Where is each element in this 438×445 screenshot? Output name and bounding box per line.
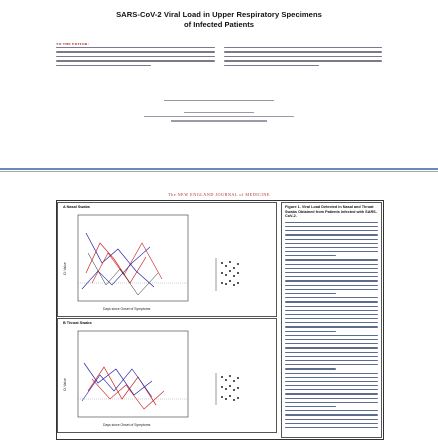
letter-salutation: TO THE EDITOR: bbox=[56, 42, 90, 46]
text-line bbox=[224, 65, 319, 66]
caption-text-line bbox=[285, 347, 378, 348]
caption-text-line bbox=[285, 423, 378, 424]
caption-text-line bbox=[285, 335, 378, 336]
panel-a-xlabel: Days since Onset of Symptoms bbox=[103, 307, 151, 311]
article-title-continued: of Infected Patients bbox=[183, 20, 255, 29]
caption-text-line bbox=[285, 293, 336, 294]
caption-text-line bbox=[285, 385, 378, 386]
text-line bbox=[224, 51, 383, 52]
caption-text-line bbox=[285, 280, 378, 281]
caption-text-line bbox=[285, 264, 378, 265]
caption-text-line bbox=[285, 297, 378, 298]
caption-text-line bbox=[285, 285, 378, 286]
caption-text-line bbox=[285, 331, 336, 332]
panel-b-label: B Throat Swabs bbox=[63, 321, 92, 325]
caption-text-line bbox=[285, 343, 378, 344]
panel-a-ylabel: Ct Value bbox=[63, 262, 67, 275]
panel-b-plot bbox=[72, 329, 272, 421]
panel-throat-swabs bbox=[57, 318, 277, 433]
caption-text-line bbox=[285, 326, 378, 327]
caption-text-line bbox=[285, 276, 378, 277]
panel-b-xlabel: Days since Onset of Symptoms bbox=[103, 423, 151, 427]
figure-caption-title: Figure 1. Viral Load Detected in Nasal and Throat Swabs Obtained from Patients Infected with SARS-CoV-2. bbox=[285, 205, 377, 219]
caption-text-line bbox=[285, 314, 378, 315]
caption-text-line bbox=[285, 306, 378, 307]
caption-text-line bbox=[285, 410, 378, 411]
text-line bbox=[56, 51, 215, 52]
text-line bbox=[224, 47, 383, 48]
journal-header: The NEW ENGLAND JOURNAL of MEDICINE bbox=[168, 192, 270, 197]
caption-text-line bbox=[285, 393, 378, 394]
panel-b-ylabel: Ct Value bbox=[63, 378, 67, 391]
caption-text-line bbox=[285, 255, 336, 256]
text-line bbox=[224, 60, 383, 61]
caption-text-line bbox=[285, 406, 336, 407]
caption-text-line bbox=[285, 398, 378, 399]
panel-a-plot bbox=[72, 213, 272, 305]
caption-text-line bbox=[285, 247, 378, 248]
article-meta-citation bbox=[0, 112, 438, 125]
caption-text-line bbox=[285, 322, 378, 323]
caption-text-line bbox=[285, 419, 378, 420]
caption-text-line bbox=[285, 318, 378, 319]
caption-text-line bbox=[285, 373, 378, 374]
caption-text-line bbox=[285, 272, 378, 273]
caption-text-line bbox=[285, 259, 378, 260]
caption-text-line bbox=[285, 230, 378, 231]
letter-column-right bbox=[224, 42, 383, 69]
caption-text-line bbox=[285, 268, 378, 269]
text-line bbox=[56, 65, 151, 66]
caption-text-line bbox=[285, 289, 378, 290]
panel-nasal-swabs bbox=[57, 202, 277, 317]
text-line bbox=[56, 47, 215, 48]
caption-text-line bbox=[285, 339, 378, 340]
caption-text-lines bbox=[285, 222, 378, 428]
caption-text-line bbox=[285, 389, 378, 390]
article-title-block bbox=[0, 10, 438, 29]
panel-a-label: A Nasal Swabs bbox=[63, 205, 90, 209]
section-rule bbox=[0, 168, 438, 170]
text-line bbox=[224, 56, 383, 57]
letter-body bbox=[56, 42, 382, 69]
caption-text-line bbox=[285, 360, 378, 361]
caption-text-line bbox=[285, 364, 378, 365]
caption-text-line bbox=[285, 251, 378, 252]
caption-text-line bbox=[285, 402, 378, 403]
letter-column-left bbox=[56, 42, 215, 69]
text-line bbox=[56, 56, 215, 57]
caption-text-line bbox=[285, 222, 378, 223]
article-meta-dates bbox=[0, 100, 438, 105]
caption-text-line bbox=[285, 239, 378, 240]
caption-text-line bbox=[285, 352, 378, 353]
caption-text-line bbox=[285, 381, 378, 382]
caption-text-line bbox=[285, 368, 336, 369]
caption-text-line bbox=[285, 310, 378, 311]
caption-text-line bbox=[285, 226, 378, 227]
figure-caption bbox=[281, 202, 382, 438]
caption-text-line bbox=[285, 356, 378, 357]
text-line bbox=[56, 60, 215, 61]
section-rule-thin bbox=[0, 171, 438, 172]
caption-text-line bbox=[285, 301, 378, 302]
caption-text-line bbox=[285, 377, 378, 378]
caption-text-line bbox=[285, 243, 378, 244]
caption-text-line bbox=[285, 234, 378, 235]
article-title: SARS-CoV-2 Viral Load in Upper Respiratory Specimens bbox=[116, 10, 322, 19]
caption-text-line bbox=[285, 414, 378, 415]
caption-text-line bbox=[285, 427, 378, 428]
